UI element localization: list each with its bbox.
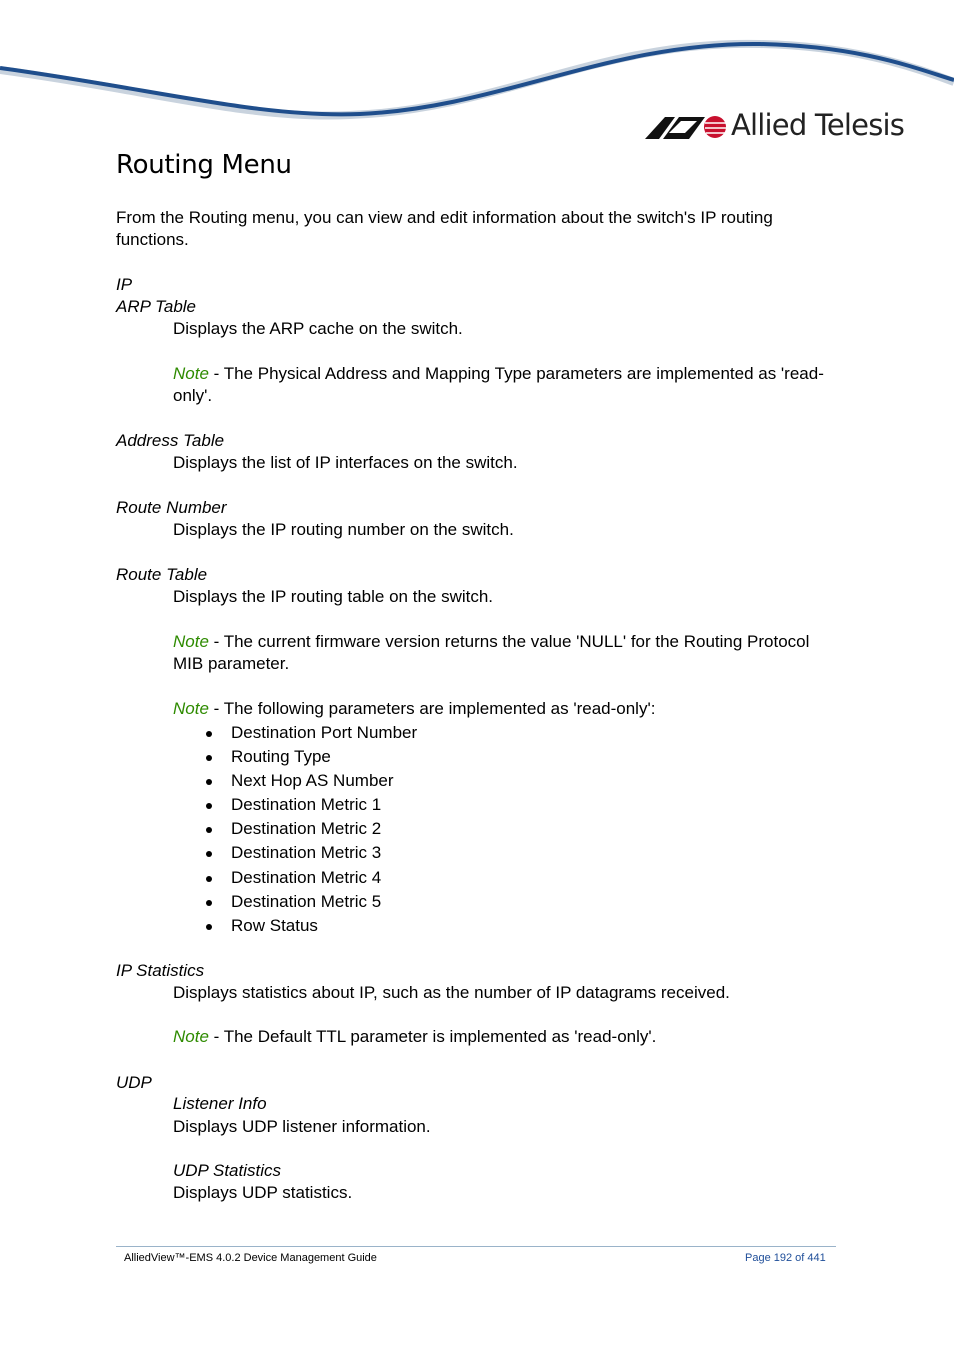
list-item-text: Destination Metric 4	[231, 867, 382, 887]
note-label: Note	[173, 1027, 209, 1046]
list-item-text: Destination Metric 3	[231, 843, 382, 863]
ip-statistics-desc: Displays statistics about IP, such as the number of IP datagrams received.	[173, 983, 730, 1002]
note-text: - The following parameters are implemented as 'read-only':	[208, 699, 656, 718]
bullet-icon	[206, 876, 212, 882]
allied-telesis-mark-icon	[645, 109, 727, 141]
list-item	[173, 866, 417, 890]
route-number-desc: Displays the IP routing number on the switch.	[173, 520, 514, 539]
udp-statistics-desc: Displays UDP statistics.	[173, 1183, 353, 1202]
arp-table-note	[173, 363, 833, 407]
listener-info-title: Listener Info	[173, 1094, 267, 1113]
bullet-icon	[206, 803, 212, 809]
footer-document-title: AlliedView™-EMS 4.0.2 Device Management Guide	[124, 1252, 377, 1264]
bullet-icon	[206, 755, 212, 761]
section-heading-ip: IP	[116, 275, 133, 294]
list-item	[173, 841, 417, 865]
list-item-text: Next Hop AS Number	[231, 771, 394, 791]
list-item-text: Destination Port Number	[231, 723, 418, 742]
bullet-icon	[206, 900, 212, 906]
bullet-icon	[206, 779, 212, 785]
page-title: Routing Menu	[116, 150, 292, 180]
route-number-title: Route Number	[116, 498, 227, 517]
bullet-icon	[206, 851, 212, 857]
bullet-icon	[206, 924, 212, 930]
route-table-note-1	[173, 631, 833, 675]
note-text: - The Default TTL parameter is implemented as 'read-only'.	[208, 1027, 657, 1046]
list-item	[173, 890, 417, 914]
note-text: - The current firmware version returns the value 'NULL' for the Routing Protocol MIB parameter.	[173, 632, 810, 673]
list-item	[173, 769, 417, 793]
list-item	[173, 745, 417, 769]
read-only-parameter-list	[173, 721, 417, 938]
section-heading-udp: UDP	[116, 1073, 152, 1092]
ip-statistics-title: IP Statistics	[116, 961, 205, 980]
address-table-title: Address Table	[116, 431, 225, 450]
list-item-text: Routing Type	[231, 747, 331, 767]
footer-page-number: Page 192 of 441	[745, 1252, 826, 1264]
ip-statistics-note	[173, 1026, 833, 1048]
arp-table-desc: Displays the ARP cache on the switch.	[173, 319, 463, 338]
listener-info-desc: Displays UDP listener information.	[173, 1117, 431, 1136]
list-item	[173, 817, 417, 841]
list-item	[173, 793, 417, 817]
allied-telesis-logo	[645, 108, 904, 142]
list-item	[173, 721, 417, 745]
intro-paragraph: From the Routing menu, you can view and edit information about the switch's IP routing functions.	[116, 208, 773, 249]
footer-divider	[116, 1246, 836, 1247]
bullet-icon	[206, 827, 212, 833]
route-table-desc: Displays the IP routing table on the switch.	[173, 587, 494, 606]
list-item-text: Row Status	[231, 915, 318, 935]
list-item	[173, 914, 417, 938]
route-table-title: Route Table	[116, 565, 208, 584]
note-label: Note	[173, 699, 209, 718]
udp-statistics-title: UDP Statistics	[173, 1161, 282, 1180]
route-table-note-2	[173, 698, 833, 720]
note-text: - The Physical Address and Mapping Type parameters are implemented as 'read-only'.	[173, 364, 824, 405]
address-table-desc: Displays the list of IP interfaces on the switch.	[173, 453, 518, 472]
note-label: Note	[173, 632, 209, 651]
note-label: Note	[173, 364, 209, 383]
list-item-text: Destination Metric 5	[231, 891, 382, 911]
list-item-text: Destination Metric 1	[231, 795, 382, 815]
bullet-icon	[206, 731, 212, 737]
arp-table-title: ARP Table	[116, 297, 197, 316]
logo-text: Allied Telesis	[731, 108, 905, 142]
list-item-text: Destination Metric 2	[231, 819, 382, 839]
